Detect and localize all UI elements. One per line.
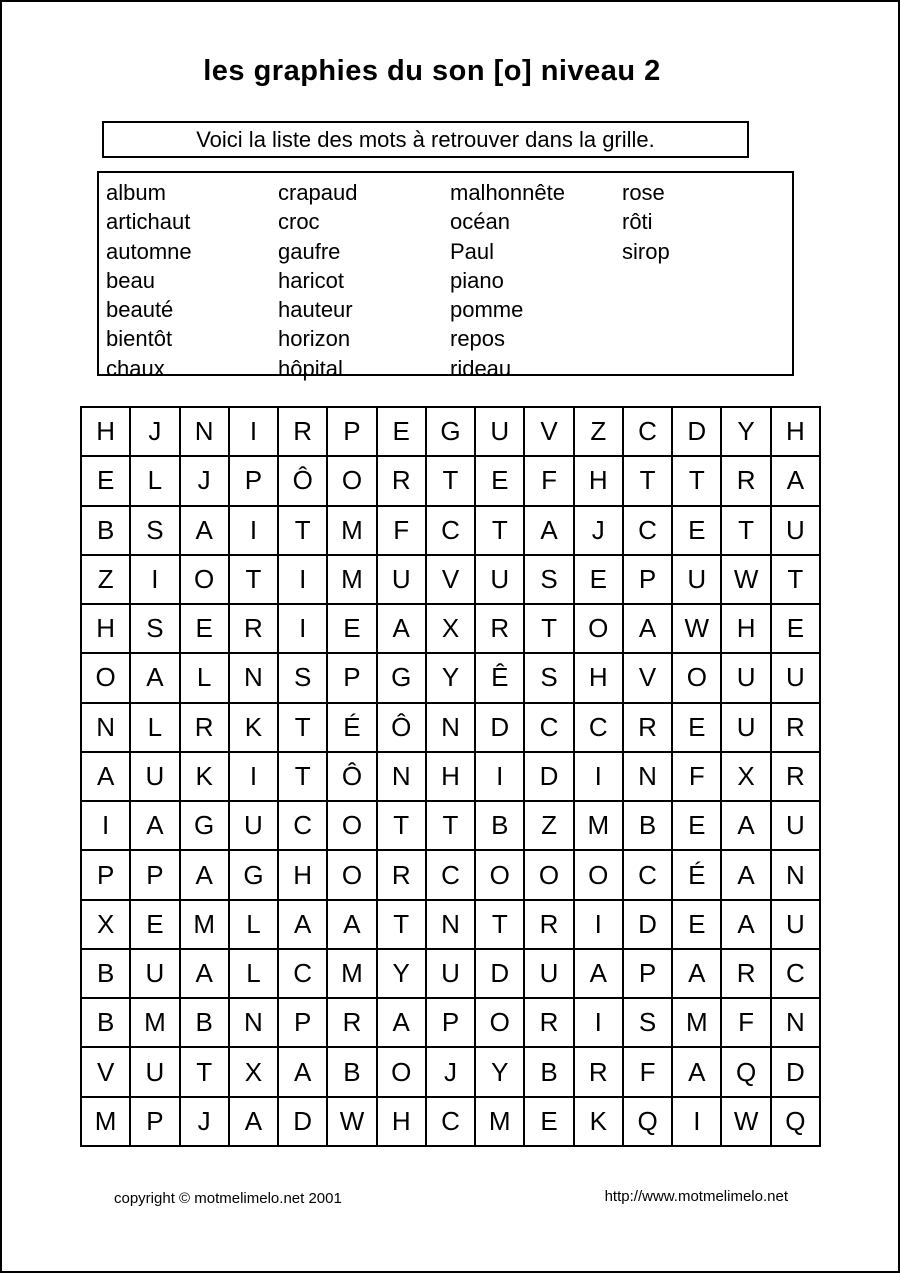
grid-cell: M bbox=[130, 998, 179, 1047]
grid-cell: I bbox=[672, 1097, 721, 1146]
grid-cell: L bbox=[229, 900, 278, 949]
grid-cell: U bbox=[475, 555, 524, 604]
grid-row bbox=[81, 703, 820, 752]
grid-cell: Y bbox=[721, 407, 770, 456]
website-url: http://www.motmelimelo.net bbox=[604, 1188, 788, 1205]
grid-cell: E bbox=[574, 555, 623, 604]
grid-cell: X bbox=[229, 1047, 278, 1096]
grid-cell: C bbox=[623, 850, 672, 899]
grid-cell: I bbox=[81, 801, 130, 850]
grid-cell: E bbox=[672, 703, 721, 752]
grid-cell: U bbox=[524, 949, 573, 998]
grid-cell: D bbox=[278, 1097, 327, 1146]
grid-cell: Ô bbox=[327, 752, 376, 801]
grid-cell: B bbox=[623, 801, 672, 850]
grid-cell: H bbox=[574, 456, 623, 505]
grid-cell: U bbox=[426, 949, 475, 998]
grid-cell: I bbox=[278, 555, 327, 604]
grid-cell: D bbox=[475, 949, 524, 998]
grid-row bbox=[81, 604, 820, 653]
grid-cell: N bbox=[623, 752, 672, 801]
grid-cell: C bbox=[623, 506, 672, 555]
grid-cell: P bbox=[327, 653, 376, 702]
grid-cell: J bbox=[180, 456, 229, 505]
grid-cell: T bbox=[180, 1047, 229, 1096]
word-item: croc bbox=[278, 209, 320, 235]
word-item: sirop bbox=[622, 238, 670, 264]
grid-cell: R bbox=[180, 703, 229, 752]
grid-cell: W bbox=[672, 604, 721, 653]
grid-cell: D bbox=[672, 407, 721, 456]
word-item: rideau bbox=[450, 355, 512, 381]
grid-cell: T bbox=[721, 506, 770, 555]
grid-cell: N bbox=[377, 752, 426, 801]
grid-cell: J bbox=[426, 1047, 475, 1096]
grid-row bbox=[81, 506, 820, 555]
grid-cell: Ô bbox=[278, 456, 327, 505]
grid-cell: H bbox=[771, 407, 820, 456]
grid-cell: I bbox=[574, 752, 623, 801]
grid-cell: C bbox=[771, 949, 820, 998]
grid-cell: B bbox=[180, 998, 229, 1047]
grid-cell: N bbox=[180, 407, 229, 456]
grid-cell: H bbox=[721, 604, 770, 653]
grid-cell: C bbox=[524, 703, 573, 752]
grid-cell: P bbox=[130, 850, 179, 899]
grid-cell: T bbox=[377, 900, 426, 949]
grid-cell: I bbox=[229, 752, 278, 801]
instruction-text: Voici la liste des mots à retrouver dans la grille. bbox=[196, 126, 655, 152]
grid-row bbox=[81, 850, 820, 899]
grid-cell: A bbox=[180, 949, 229, 998]
grid-row bbox=[81, 555, 820, 604]
grid-cell: E bbox=[672, 506, 721, 555]
grid-cell: T bbox=[475, 506, 524, 555]
grid-cell: E bbox=[672, 801, 721, 850]
grid-cell: M bbox=[327, 506, 376, 555]
grid-cell: T bbox=[278, 703, 327, 752]
grid-cell: R bbox=[229, 604, 278, 653]
grid-cell: C bbox=[426, 850, 475, 899]
grid-cell: T bbox=[623, 456, 672, 505]
grid-cell: X bbox=[81, 900, 130, 949]
grid-cell: E bbox=[672, 900, 721, 949]
grid-cell: T bbox=[475, 900, 524, 949]
grid-cell: V bbox=[623, 653, 672, 702]
grid-cell: Z bbox=[574, 407, 623, 456]
grid-cell: T bbox=[426, 801, 475, 850]
grid-cell: G bbox=[377, 653, 426, 702]
word-item: crapaud bbox=[278, 180, 358, 205]
grid-cell: I bbox=[229, 506, 278, 555]
word-item: gaufre bbox=[278, 238, 341, 264]
grid-cell: S bbox=[278, 653, 327, 702]
grid-cell: G bbox=[180, 801, 229, 850]
grid-cell: S bbox=[524, 555, 573, 604]
grid-cell: A bbox=[771, 456, 820, 505]
grid-cell: Y bbox=[377, 949, 426, 998]
grid-cell: A bbox=[278, 900, 327, 949]
grid-cell: W bbox=[327, 1097, 376, 1146]
grid-cell: G bbox=[229, 850, 278, 899]
grid-cell: U bbox=[377, 555, 426, 604]
word-item: chaux bbox=[106, 355, 165, 381]
grid-cell: F bbox=[721, 998, 770, 1047]
grid-cell: M bbox=[475, 1097, 524, 1146]
grid-cell: T bbox=[672, 456, 721, 505]
grid-cell: U bbox=[771, 506, 820, 555]
grid-cell: A bbox=[229, 1097, 278, 1146]
grid-cell: Ê bbox=[475, 653, 524, 702]
word-item: hôpital bbox=[278, 355, 343, 381]
grid-cell: I bbox=[574, 998, 623, 1047]
grid-cell: V bbox=[524, 407, 573, 456]
grid-cell: P bbox=[327, 407, 376, 456]
grid-cell: E bbox=[377, 407, 426, 456]
grid-cell: P bbox=[229, 456, 278, 505]
letter-grid bbox=[80, 406, 821, 1147]
grid-cell: N bbox=[426, 703, 475, 752]
grid-cell: H bbox=[81, 407, 130, 456]
grid-cell: A bbox=[130, 801, 179, 850]
word-item: automne bbox=[106, 238, 192, 264]
grid-cell: B bbox=[475, 801, 524, 850]
grid-cell: M bbox=[327, 555, 376, 604]
grid-cell: G bbox=[426, 407, 475, 456]
grid-cell: T bbox=[278, 752, 327, 801]
grid-cell: R bbox=[524, 900, 573, 949]
word-item: rôti bbox=[622, 209, 653, 235]
grid-cell: U bbox=[771, 653, 820, 702]
grid-cell: U bbox=[130, 949, 179, 998]
grid-cell: B bbox=[81, 998, 130, 1047]
grid-cell: P bbox=[278, 998, 327, 1047]
grid-cell: O bbox=[81, 653, 130, 702]
grid-cell: L bbox=[229, 949, 278, 998]
grid-cell: A bbox=[721, 850, 770, 899]
grid-row bbox=[81, 1097, 820, 1146]
grid-cell: T bbox=[229, 555, 278, 604]
grid-cell: O bbox=[475, 998, 524, 1047]
word-item: piano bbox=[450, 267, 504, 293]
grid-cell: F bbox=[377, 506, 426, 555]
grid-cell: Q bbox=[721, 1047, 770, 1096]
grid-cell: Z bbox=[524, 801, 573, 850]
grid-cell: T bbox=[377, 801, 426, 850]
grid-cell: A bbox=[623, 604, 672, 653]
grid-cell: P bbox=[81, 850, 130, 899]
grid-cell: A bbox=[81, 752, 130, 801]
grid-cell: N bbox=[229, 653, 278, 702]
instruction-box bbox=[102, 121, 749, 158]
grid-cell: V bbox=[81, 1047, 130, 1096]
grid-cell: T bbox=[426, 456, 475, 505]
grid-cell: M bbox=[672, 998, 721, 1047]
grid-cell: O bbox=[672, 653, 721, 702]
grid-cell: P bbox=[130, 1097, 179, 1146]
grid-cell: C bbox=[623, 407, 672, 456]
word-item: beauté bbox=[106, 297, 174, 323]
word-list-column bbox=[106, 178, 278, 381]
grid-cell: F bbox=[623, 1047, 672, 1096]
grid-cell: N bbox=[426, 900, 475, 949]
grid-cell: A bbox=[180, 850, 229, 899]
grid-cell: E bbox=[130, 900, 179, 949]
grid-cell: O bbox=[524, 850, 573, 899]
word-item: bientôt bbox=[106, 326, 173, 352]
grid-cell: A bbox=[180, 506, 229, 555]
grid-cell: S bbox=[130, 604, 179, 653]
page-title: les graphies du son [o] niveau 2 bbox=[203, 55, 661, 87]
grid-cell: O bbox=[327, 801, 376, 850]
grid-cell: D bbox=[623, 900, 672, 949]
grid-cell: R bbox=[327, 998, 376, 1047]
grid-cell: E bbox=[327, 604, 376, 653]
grid-cell: O bbox=[327, 850, 376, 899]
grid-cell: S bbox=[623, 998, 672, 1047]
word-item: album bbox=[106, 180, 166, 205]
grid-cell: N bbox=[229, 998, 278, 1047]
grid-cell: K bbox=[229, 703, 278, 752]
grid-cell: H bbox=[278, 850, 327, 899]
grid-cell: C bbox=[426, 506, 475, 555]
grid-cell: F bbox=[524, 456, 573, 505]
grid-cell: I bbox=[278, 604, 327, 653]
word-item: hauteur bbox=[278, 297, 353, 323]
grid-cell: V bbox=[426, 555, 475, 604]
grid-cell: S bbox=[524, 653, 573, 702]
grid-cell: B bbox=[81, 506, 130, 555]
grid-cell: F bbox=[672, 752, 721, 801]
grid-cell: R bbox=[377, 456, 426, 505]
word-item: horizon bbox=[278, 326, 351, 352]
grid-cell: A bbox=[672, 949, 721, 998]
grid-cell: C bbox=[278, 801, 327, 850]
grid-cell: U bbox=[672, 555, 721, 604]
grid-cell: E bbox=[81, 456, 130, 505]
grid-cell: A bbox=[278, 1047, 327, 1096]
grid-row bbox=[81, 949, 820, 998]
grid-cell: U bbox=[130, 1047, 179, 1096]
grid-cell: D bbox=[475, 703, 524, 752]
grid-cell: O bbox=[377, 1047, 426, 1096]
grid-cell: É bbox=[672, 850, 721, 899]
grid-cell: I bbox=[229, 407, 278, 456]
grid-cell: B bbox=[81, 949, 130, 998]
grid-cell: P bbox=[426, 998, 475, 1047]
grid-cell: A bbox=[524, 506, 573, 555]
grid-cell: J bbox=[574, 506, 623, 555]
grid-cell: T bbox=[524, 604, 573, 653]
grid-row bbox=[81, 998, 820, 1047]
grid-cell: N bbox=[81, 703, 130, 752]
grid-cell: H bbox=[574, 653, 623, 702]
grid-cell: A bbox=[672, 1047, 721, 1096]
word-item: haricot bbox=[278, 267, 345, 293]
grid-cell: N bbox=[771, 850, 820, 899]
grid-cell: B bbox=[327, 1047, 376, 1096]
grid-row bbox=[81, 900, 820, 949]
grid-cell: E bbox=[771, 604, 820, 653]
grid-cell: C bbox=[574, 703, 623, 752]
grid-cell: R bbox=[377, 850, 426, 899]
grid-cell: U bbox=[771, 900, 820, 949]
grid-cell: I bbox=[130, 555, 179, 604]
grid-cell: M bbox=[81, 1097, 130, 1146]
grid-cell: O bbox=[574, 604, 623, 653]
grid-cell: D bbox=[524, 752, 573, 801]
grid-cell: X bbox=[426, 604, 475, 653]
grid-cell: Q bbox=[771, 1097, 820, 1146]
grid-cell: O bbox=[475, 850, 524, 899]
grid-cell: O bbox=[327, 456, 376, 505]
grid-cell: R bbox=[278, 407, 327, 456]
grid-cell: A bbox=[327, 900, 376, 949]
grid-row bbox=[81, 1047, 820, 1096]
grid-cell: U bbox=[130, 752, 179, 801]
grid-cell: M bbox=[327, 949, 376, 998]
grid-cell: A bbox=[377, 998, 426, 1047]
grid-cell: Y bbox=[475, 1047, 524, 1096]
grid-cell: I bbox=[475, 752, 524, 801]
grid-cell: U bbox=[475, 407, 524, 456]
grid-cell: P bbox=[623, 555, 672, 604]
grid-cell: U bbox=[229, 801, 278, 850]
grid-cell: R bbox=[721, 949, 770, 998]
grid-cell: S bbox=[130, 506, 179, 555]
grid-cell: M bbox=[180, 900, 229, 949]
grid-cell: E bbox=[475, 456, 524, 505]
grid-cell: R bbox=[475, 604, 524, 653]
grid-cell: U bbox=[721, 653, 770, 702]
grid-cell: R bbox=[574, 1047, 623, 1096]
word-item: artichaut bbox=[106, 209, 191, 235]
grid-cell: R bbox=[771, 703, 820, 752]
word-item: rose bbox=[622, 180, 665, 205]
grid-cell: O bbox=[180, 555, 229, 604]
grid-cell: D bbox=[771, 1047, 820, 1096]
word-list-column bbox=[450, 178, 622, 381]
word-item: océan bbox=[450, 209, 510, 235]
grid-cell: H bbox=[426, 752, 475, 801]
grid-cell: K bbox=[574, 1097, 623, 1146]
grid-cell: J bbox=[180, 1097, 229, 1146]
grid-cell: Z bbox=[81, 555, 130, 604]
grid-cell: W bbox=[721, 555, 770, 604]
grid-cell: C bbox=[426, 1097, 475, 1146]
grid-cell: Ô bbox=[377, 703, 426, 752]
grid-cell: M bbox=[574, 801, 623, 850]
grid-cell: N bbox=[771, 998, 820, 1047]
grid-cell: P bbox=[623, 949, 672, 998]
grid-cell: W bbox=[721, 1097, 770, 1146]
word-list-box bbox=[97, 171, 794, 381]
grid-cell: K bbox=[180, 752, 229, 801]
grid-row bbox=[81, 456, 820, 505]
grid-cell: A bbox=[721, 900, 770, 949]
grid-cell: U bbox=[721, 703, 770, 752]
grid-cell: É bbox=[327, 703, 376, 752]
grid-cell: A bbox=[130, 653, 179, 702]
grid-cell: H bbox=[377, 1097, 426, 1146]
grid-cell: A bbox=[377, 604, 426, 653]
word-item: malhonnête bbox=[450, 180, 565, 205]
grid-cell: R bbox=[623, 703, 672, 752]
grid-cell: I bbox=[574, 900, 623, 949]
grid-cell: E bbox=[180, 604, 229, 653]
grid-cell: Y bbox=[426, 653, 475, 702]
grid-cell: E bbox=[524, 1097, 573, 1146]
grid-cell: X bbox=[721, 752, 770, 801]
word-item: beau bbox=[106, 267, 155, 293]
grid-cell: O bbox=[574, 850, 623, 899]
grid-cell: H bbox=[81, 604, 130, 653]
grid-cell: L bbox=[130, 456, 179, 505]
grid-cell: L bbox=[180, 653, 229, 702]
grid-cell: R bbox=[771, 752, 820, 801]
grid-cell: U bbox=[771, 801, 820, 850]
word-item: repos bbox=[450, 326, 506, 352]
word-list-column bbox=[622, 178, 794, 374]
word-item: pomme bbox=[450, 297, 524, 323]
grid-cell: T bbox=[771, 555, 820, 604]
grid-cell: A bbox=[721, 801, 770, 850]
word-list-column bbox=[278, 178, 450, 381]
grid-row bbox=[81, 752, 820, 801]
grid-cell: C bbox=[278, 949, 327, 998]
grid-cell: Q bbox=[623, 1097, 672, 1146]
grid-cell: T bbox=[278, 506, 327, 555]
grid-row bbox=[81, 407, 820, 456]
word-item: Paul bbox=[450, 238, 495, 264]
grid-cell: A bbox=[574, 949, 623, 998]
grid-cell: R bbox=[721, 456, 770, 505]
copyright-text: copyright © motmelimelo.net 2001 bbox=[114, 1190, 342, 1207]
grid-cell: R bbox=[524, 998, 573, 1047]
grid-row bbox=[81, 801, 820, 850]
grid-cell: J bbox=[130, 407, 179, 456]
grid-cell: L bbox=[130, 703, 179, 752]
grid-row bbox=[81, 653, 820, 702]
grid-cell: B bbox=[524, 1047, 573, 1096]
